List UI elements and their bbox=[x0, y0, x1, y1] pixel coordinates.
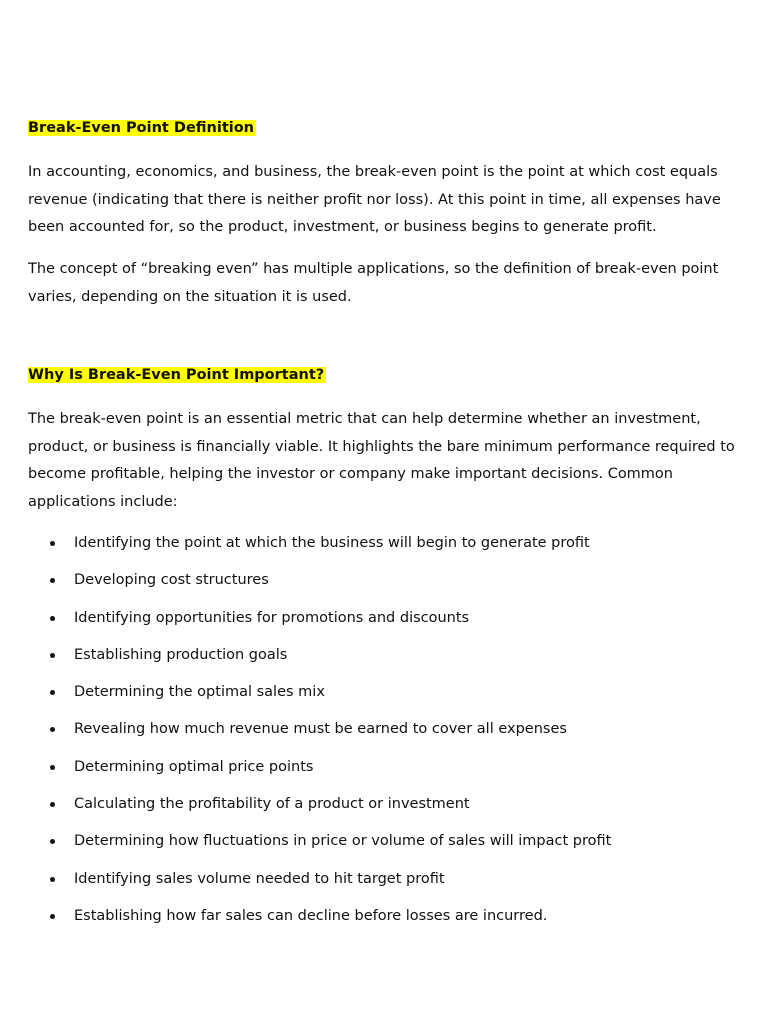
list-item-text: Identifying sales volume needed to hit target profit bbox=[74, 870, 445, 887]
paragraph-definition: In accounting, economics, and business, the break-even point is the point at which cost equals revenue (indicating that there is neither profit nor loss). At this point in time, all expenses have been accounted for, so the product, investment, or business begins to generate profit. bbox=[28, 164, 721, 235]
bullet-icon bbox=[50, 877, 55, 882]
list-item-text: Determining optimal price points bbox=[74, 758, 314, 775]
paragraph-breaking-even-concept: The concept of “breaking even” has multiple applications, so the definition of break-even point varies, depending on the situation it is used. bbox=[28, 261, 719, 305]
applications-list bbox=[0, 529, 768, 939]
list-item bbox=[0, 827, 768, 864]
list-item-text: Revealing how much revenue must be earned to cover all expenses bbox=[74, 721, 567, 738]
list-item-text: Determining the optimal sales mix bbox=[74, 684, 325, 701]
bullet-icon bbox=[50, 802, 55, 807]
list-item-text: Establishing production goals bbox=[74, 646, 288, 663]
bullet-icon bbox=[50, 541, 55, 546]
list-item-text: Developing cost structures bbox=[74, 572, 269, 589]
list-item bbox=[0, 715, 768, 752]
list-item bbox=[0, 902, 768, 939]
list-item bbox=[0, 753, 768, 790]
list-item-text: Establishing how far sales can decline before losses are incurred. bbox=[74, 907, 548, 924]
bullet-icon bbox=[50, 765, 55, 770]
list-item bbox=[0, 641, 768, 678]
list-item bbox=[0, 790, 768, 827]
list-item-text: Calculating the profitability of a product or investment bbox=[74, 796, 470, 813]
section-heading-importance bbox=[28, 365, 326, 385]
list-item bbox=[0, 566, 768, 603]
bullet-icon bbox=[50, 914, 55, 919]
list-item bbox=[0, 865, 768, 902]
list-item bbox=[0, 529, 768, 566]
paragraph-importance-intro: The break-even point is an essential metric that can help determine whether an investment, product, or business is financially viable. It highlights the bare minimum performance required to become profitable, helping the investor or company make important decisions. Common applications include: bbox=[28, 411, 735, 510]
section-heading-definition bbox=[28, 118, 256, 138]
bullet-icon bbox=[50, 839, 55, 844]
list-item bbox=[0, 604, 768, 641]
bullet-icon bbox=[50, 727, 55, 732]
list-item bbox=[0, 678, 768, 715]
highlighted-heading-text: Break-Even Point Definition bbox=[28, 120, 255, 136]
bullet-icon bbox=[50, 653, 55, 658]
bullet-icon bbox=[50, 578, 55, 583]
highlighted-heading-text: Why Is Break-Even Point Important? bbox=[28, 367, 325, 383]
list-item-text: Determining how fluctuations in price or volume of sales will impact profit bbox=[74, 833, 612, 850]
bullet-icon bbox=[50, 616, 55, 621]
list-item-text: Identifying opportunities for promotions and discounts bbox=[74, 609, 470, 626]
bullet-icon bbox=[50, 690, 55, 695]
list-item-text: Identifying the point at which the business will begin to generate profit bbox=[74, 535, 590, 551]
